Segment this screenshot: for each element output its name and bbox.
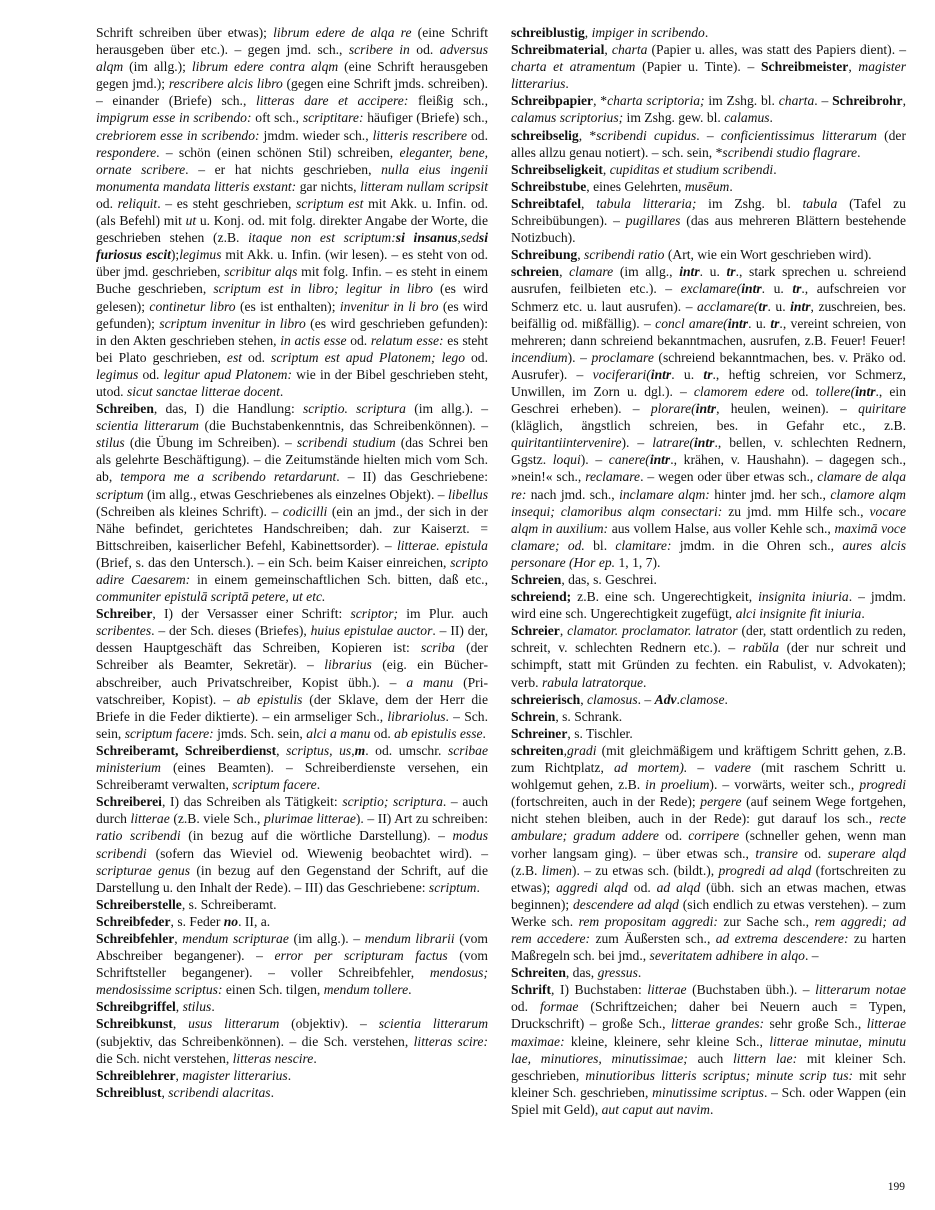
dictionary-entry: Schreiblust, scribendi alacritas. bbox=[96, 1084, 274, 1100]
dictionary-entry: schreien, clamare (im allg., intr. u. tr., stark sprechen u. schreiend ausrufen, feilbieten etc.). – exclamare(intr. u. tr., aufschreien vor Schmerz etc. u. laut ausrufen). – acclamare(tr. u. intr, zuschreien, bes. beifällig od. mißfällig). – concl amare(intr. u. tr., vereint schreien, von mehreren; dann schreiend bekanntmachen, ausrufen, z.B. Feuer! Feuer! incendium). – proclamare (schreiend bekanntmachen, bes. v. Präko od. Ausrufer). – vociferari(intr. u. tr., heftig schreien, vor Schmerz, Unwillen, im Zorn u. dgl.). – clamorem edere od. tollere(intr., ein Geschrei erheben). – plorare(intr, heulen, weinen). – quiritare (kläglich, ängstlich schreien, bes. in Gefahr etc., z.B. quiritantiintervenire). – latrare(intr., bellen, v. schlechten Rednern, Ggstz. loqui). – canere(intr., krähen, v. Haushahn). – dagegen sch., »nein!« sch., reclamare. – wegen oder über etwas sch., clamare de alqa re: nach jmd. sch., inclamare alqm: hinter jmd. her sch., clamore alqm insequi; clamoribus alqm consectari: zu jmd. mm Hilfe sch., vocare alqm in auxilium: aus vollem Halse, aus voller Kehle sch., maximā voce clamare; od. bl. clamitare: jmdm. in die Ohren sch., aures alcis personare (Hor ep. 1, 1, 7). bbox=[511, 264, 907, 570]
dictionary-entry: schreibselig, *scribendi cupidus. – conficientissimus litterarum (der alles allzu genau notiert). – sch. sein, *scribendi studio flagrare. bbox=[511, 127, 906, 160]
dictionary-entry: Schreiben, das, I) die Handlung: scriptio. scriptura (im allg.). – scientia litterarum (die Buchstabenkenntnis, das Schreibenkönnen). – stilus (die Übung im Schreiben). – scribendi studium (das Schrei ben als gelehrte Beschäftigung). – die Zeitumstände hielten mich vom Sch. ab, tempora me a scribendo retardarunt. – II) das Geschriebene: scriptum (im allg., etwas Geschriebenes als einzelnes Objekt). – libellus (Schreiben als kleines Schrift). – codicilli (ein an jmd., der sich in der Nähe befindet, gerichtetes Handschreiben; dah. zur Kaiserzt. = Bittschreiben, kaiserlicher Befehl, Kabinettsorder). – litterae. epistula (Brief, s. das den Untersch.). – ein Sch. beim Kaiser einreichen, scripto adire Caesarem: in einem gemeinschaftlichen Sch. bitten, daß etc., communiter epistulā scriptā petere, ut etc. bbox=[96, 401, 489, 605]
dictionary-entry: Schreien, das, s. Geschrei. bbox=[511, 572, 657, 587]
dictionary-entry: Schreibfehler, mendum scripturae (im allg.). – mendum librarii (vom Abschreiber begangener). – error per scripturam factus (vom Schriftsteller begangener). – voller Schreibfehler, mendosus; mendosissime scriptus: einen Sch. tilgen, mendum tollere. bbox=[96, 930, 488, 998]
dictionary-entry: Schrein, s. Schrank. bbox=[511, 708, 623, 724]
right-column bbox=[511, 24, 906, 1118]
dictionary-entry: Schreiblehrer, magister litterarius. bbox=[96, 1067, 292, 1083]
dictionary-entry: Schreiberei, I) das Schreiben als Tätigkeit: scriptio; scriptura. – auch durch litterae (z.B. viele Sch., plurimae litterae). – II) Art zu schreiben: ratio scribendi (in bezug auf die wörtliche Darstellung). – modus scribendi (sofern das Wieviel od. Wiewenig beobachtet wird). – scripturae genus (in bezug auf den Gegenstand der Schrift, auf die Darstellung u. den Inhalt der Rede). – III) das Geschriebene: scriptum. bbox=[96, 794, 489, 895]
dictionary-entry: schreiten,gradi (mit gleichmäßigem und kräftigem Schritt gehen, z.B. zum Richtplatz, ad mortem). – vadere (mit raschem Schritt u. wohlgemut gehen, z.B. in proelium). – vorwärts, weiter sch., progredi (fortschreiten, auch in der Rede); pergere (auf seinem Wege fortgehen, nicht stehen bleiben, auch in der Rede): gut darauf los sch., recte ambulare; gradum addere od. corripere (schneller gehen, wenn man vorher langsam ging). – über etwas sch., transire od. superare alqd (z.B. limen). – zu etwas sch. (bildt.), progredi ad alqd (fortschreiten zu etwas); aggredi alqd od. ad alqd (übh. sich an etwas machen, etwas beginnen); descendere ad alqd (sich endlich zu etwas verstehen). – zum Werke sch. rem propositam aggredi: zur Sache sch., rem aggredi; ad rem accedere: zum Äußersten sch., ad extrema descendere: zu harten Maßregeln sch. bei jmd., severitatem adhibere in alqo. – bbox=[511, 742, 907, 964]
dictionary-entry: schreierisch, clamosus. – Adv.clamose. bbox=[511, 691, 728, 707]
dictionary-entry: Schrift, I) Buchstaben: litterae (Buchstaben übh.). – litterarum notae od. formae (Schriftzeichen; daher bei Neuern auch = Typen, Druckschrift) – große Sch., litterae grandes: sehr große Sch., litterae maximae: kleine, kleinere, sehr kleine Sch., litterae minutae, minutu lae, minutiores, minutissimae; auch littern lae: mit kleiner Sch. geschrieben, minutioribus litteris scriptus; minute scrip tus: mit sehr kleiner Sch. geschrieben, minutissime scriptus. – Sch. oder Wappen (ein Spiel mit Geld), aut caput aut navim. bbox=[511, 982, 907, 1117]
left-column bbox=[96, 24, 488, 1101]
dictionary-entry: Schreiten, das, gressus. bbox=[511, 965, 642, 981]
dictionary-entry: Schreiberstelle, s. Schreiberamt. bbox=[96, 896, 277, 912]
dictionary-entry: Schreibmaterial, charta (Papier u. alles, was statt des Papiers dient). – charta et atramentum (Papier u. Tinte). – Schreibmeister, magister litterarius. bbox=[511, 42, 907, 92]
dictionary-entry: schreiend; z.B. eine sch. Ungerechtigkeit, insignita iniuria. – jmdm. wird eine sch. Ungerechtigkeit zugefügt, alci insignite fit iniuria. bbox=[511, 589, 906, 622]
dictionary-entry: Schreibfeder, s. Feder no. II, a. bbox=[96, 913, 271, 929]
dictionary-entry: schreiblustig, impiger in scribendo. bbox=[511, 25, 709, 40]
dictionary-entry: Schreier, clamator. proclamator. latrator (der, statt ordentlich zu reden, schreit, v. schlechten Rednern etc.). – rabŭla (der nur schreit und schimpft, statt mit Gründen zu fechten. ein Rabulist, v. Advokaten); verb. rabula latratorque. bbox=[511, 623, 907, 690]
dictionary-entry: Schreibstube, eines Gelehrten, musēum. bbox=[511, 178, 733, 194]
dictionary-entry: Schreiber, I) der Versasser einer Schrift: scriptor; im Plur. auch scribentes. – der Sch. dieses (Briefes), huius epistulae auctor. – II) der, dessen Hauptgeschäft das Schreiben, Kopieren ist: scriba (der Schreiber als Beamter, Sekretär). – librarius (eig. ein Bücherabschreiber, auch Privatschreiber, Kopist übh.). – a manu (Privatschreiber, Kopist). – ab epistulis (der Sklave, dem der Herr die Briefe in die Feder diktierte). – ein armseliger Sch., librariolus. – Sch. sein, scriptum facere: jmds. Sch. sein, alci a manu od. ab epistulis esse. bbox=[96, 606, 489, 741]
dictionary-entry: Schrift schreiben über etwas); librum edere de alqa re (eine Schrift herausgeben über etc.). – gegen jmd. sch., scribere in od. adversus alqm (im allg.); librum edere contra alqm (eine Schrift herausgeben gegen jmd.); rescribere alcis libro (gegen eine Schrift jmds. schreiben). – einander (Briefe) sch., litteras dare et accipere: fleißig sch., impigrum esse in scribendo: oft sch., scriptitare: häufiger (Briefe) sch., crebriorem esse in scribendo: jmdm. wieder sch., litteris rescribere od. respondere. – schön (einen schönen Stil) schreiben, eleganter, bene, ornate scribere. – er hat nichts geschrieben, nulla eius ingenii monumenta mandata litteris exstant: gar nichts, litteram nullam scripsit od. reliquit. – es steht geschrieben, scriptum est mit Akk. u. Infin. od. (als Befehl) mit ut u. Konj. od. mit folg. direkter Angabe der Worte, die geschrieben stehen (z.B. itaque non est scriptum:si insanus,sedsi furiosus escit);legimus mit Akk. u. Infin. (wir lesen). – es steht von od. über jmd. geschrieben, scribitur alqs mit folg. Infin. – es steht in einem Buche geschrieben, scriptum est in libro; legitur in libro (es wird gelesen); continetur libro (es ist enthalten); invenitur in li bro (es wird gefunden); scriptum invenitur in libro (es wird geschrieben gefunden): in den Akten geschrieben stehen, in actis esse od. relatum esse: es steht bei Plato geschrieben, est od. scriptum est apud Platonem; lego od. legimus od. legitur apud Platonem: wie in der Bibel geschrieben steht, utod. sicut sanctae litterae docent. bbox=[96, 25, 489, 399]
dictionary-entry: Schreiberamt, Schreiberdienst, scriptus, us,m. od. umschr. scribae ministerium (eines Beamten). – Schreiberdienste versehen, ein Schreiberamt verwalten, scriptum facere. bbox=[96, 742, 488, 793]
dictionary-entry: Schreibseligkeit, cupiditas et studium scribendi. bbox=[511, 161, 777, 177]
dictionary-entry: Schreiner, s. Tischler. bbox=[511, 725, 633, 741]
dictionary-entry: Schreibgriffel, stilus. bbox=[96, 999, 215, 1015]
page-number: 199 bbox=[887, 1181, 905, 1193]
dictionary-entry: Schreibkunst, usus litterarum (objektiv). – scientia litterarum (subjektiv, das Schreibenkönnen). – die Sch. verstehen, litteras scire: die Sch. nicht verstehen, litteras nescire. bbox=[96, 1016, 489, 1066]
dictionary-entry: Schreibtafel, tabula litteraria; im Zshg. bl. tabula (Tafel zu Schreibübungen). – pugillares (das aus mehreren Blättern bestehende Notizbuch). bbox=[511, 195, 907, 246]
dictionary-entry: Schreibpapier, *charta scriptoria; im Zshg. bl. charta. – Schreibrohr, calamus scriptorius; im Zshg. gew. bl. calamus. bbox=[511, 93, 906, 126]
dictionary-entry: Schreibung, scribendi ratio (Art, wie ein Wort geschrieben wird). bbox=[511, 247, 872, 263]
